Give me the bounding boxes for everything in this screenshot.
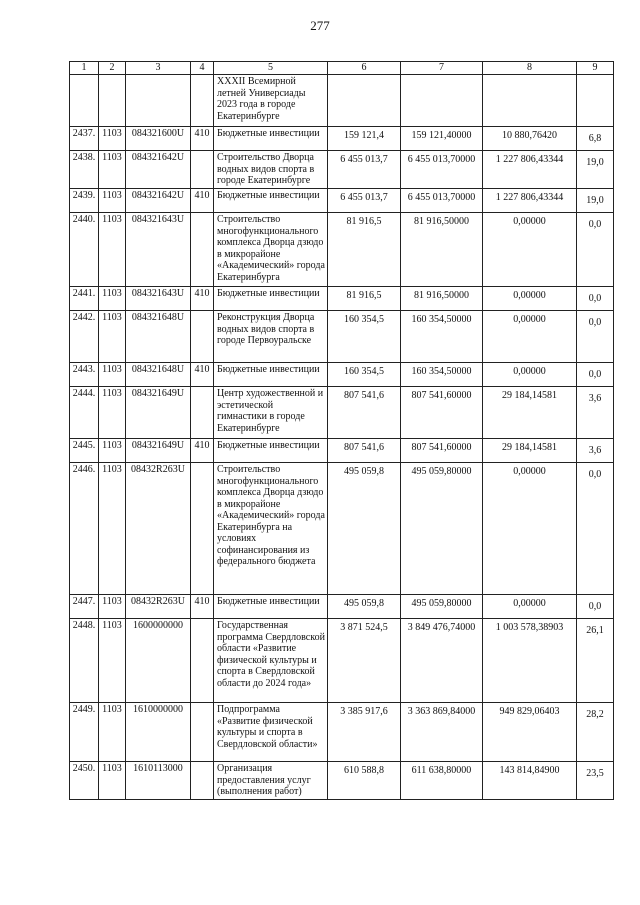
target-code: 084321600U: [126, 127, 191, 151]
approved-amount: [328, 75, 401, 127]
execution-percent: [577, 75, 614, 127]
header-row: [70, 62, 614, 75]
approved-amount: 807 541,6: [328, 439, 401, 463]
expense-type: [191, 151, 214, 189]
executed-amount: 0,00000: [483, 287, 577, 311]
item-name: Бюджетные инвестиции: [214, 127, 328, 151]
page-number: 277: [310, 18, 330, 33]
approved-amount: 81 916,5: [328, 287, 401, 311]
target-code: 1610113000: [126, 762, 191, 800]
section-code: 1103: [99, 287, 126, 311]
executed-amount: 29 184,14581: [483, 439, 577, 463]
executed-amount: 0,00000: [483, 463, 577, 595]
section-code: 1103: [99, 463, 126, 595]
expense-type: 410: [191, 439, 214, 463]
row-number: 2440.: [70, 213, 99, 287]
row-number: 2437.: [70, 127, 99, 151]
approved-amount: 81 916,5: [328, 213, 401, 287]
column-header: 9: [577, 62, 614, 75]
adjusted-amount: 81 916,50000: [401, 213, 483, 287]
adjusted-amount: 495 059,80000: [401, 463, 483, 595]
expense-type: [191, 387, 214, 439]
item-name: Строительство многофункционального комплекса Дворца дзюдо в микрорайоне «Академический» города Екатеринбурга: [214, 213, 328, 287]
target-code: 08432R263U: [126, 463, 191, 595]
execution-percent: 0,0: [577, 287, 614, 311]
approved-amount: 495 059,8: [328, 463, 401, 595]
row-number: 2445.: [70, 439, 99, 463]
approved-amount: 3 385 917,6: [328, 703, 401, 762]
executed-amount: 29 184,14581: [483, 387, 577, 439]
row-number: 2439.: [70, 189, 99, 213]
execution-percent: 0,0: [577, 595, 614, 619]
executed-amount: 0,00000: [483, 311, 577, 363]
section-code: 1103: [99, 595, 126, 619]
executed-amount: 1 003 578,38903: [483, 619, 577, 703]
item-name: Государственная программа Свердловской области «Развитие физической культуры и спорта в Свердловской области до 2024 года»: [214, 619, 328, 703]
target-code: 08432R263U: [126, 595, 191, 619]
execution-percent: 3,6: [577, 387, 614, 439]
approved-amount: 159 121,4: [328, 127, 401, 151]
executed-amount: 0,00000: [483, 213, 577, 287]
section-code: 1103: [99, 762, 126, 800]
expense-type: [191, 75, 214, 127]
approved-amount: 495 059,8: [328, 595, 401, 619]
row-number: 2441.: [70, 287, 99, 311]
executed-amount: [483, 75, 577, 127]
executed-amount: 1 227 806,43344: [483, 151, 577, 189]
expense-type: [191, 762, 214, 800]
table-row: [70, 311, 614, 363]
expense-type: 410: [191, 595, 214, 619]
section-code: 1103: [99, 703, 126, 762]
expense-type: [191, 213, 214, 287]
execution-percent: 19,0: [577, 189, 614, 213]
adjusted-amount: 3 363 869,84000: [401, 703, 483, 762]
item-name: Организация предоставления услуг (выполнения работ): [214, 762, 328, 800]
item-name: Строительство Дворца водных видов спорта в городе Екатеринбурге: [214, 151, 328, 189]
section-code: [99, 75, 126, 127]
adjusted-amount: 160 354,50000: [401, 311, 483, 363]
column-header: 8: [483, 62, 577, 75]
section-code: 1103: [99, 439, 126, 463]
adjusted-amount: 3 849 476,74000: [401, 619, 483, 703]
section-code: 1103: [99, 151, 126, 189]
adjusted-amount: 611 638,80000: [401, 762, 483, 800]
column-header: 2: [99, 62, 126, 75]
executed-amount: 1 227 806,43344: [483, 189, 577, 213]
section-code: 1103: [99, 619, 126, 703]
item-name: Бюджетные инвестиции: [214, 189, 328, 213]
adjusted-amount: 807 541,60000: [401, 387, 483, 439]
table-row: [70, 703, 614, 762]
executed-amount: 143 814,84900: [483, 762, 577, 800]
target-code: 084321649U: [126, 387, 191, 439]
execution-percent: 0,0: [577, 311, 614, 363]
execution-percent: 23,5: [577, 762, 614, 800]
execution-percent: 19,0: [577, 151, 614, 189]
target-code: [126, 75, 191, 127]
execution-percent: 0,0: [577, 463, 614, 595]
expense-type: [191, 463, 214, 595]
expense-type: 410: [191, 363, 214, 387]
table-row: [70, 189, 614, 213]
budget-table: [69, 61, 614, 800]
approved-amount: 807 541,6: [328, 387, 401, 439]
execution-percent: 6,8: [577, 127, 614, 151]
expense-type: 410: [191, 127, 214, 151]
adjusted-amount: 160 354,50000: [401, 363, 483, 387]
row-number: 2443.: [70, 363, 99, 387]
adjusted-amount: 159 121,40000: [401, 127, 483, 151]
table-row: [70, 762, 614, 800]
adjusted-amount: 807 541,60000: [401, 439, 483, 463]
adjusted-amount: 6 455 013,70000: [401, 189, 483, 213]
column-header: 6: [328, 62, 401, 75]
item-name: Подпрограмма «Развитие физической культуры и спорта в Свердловской области»: [214, 703, 328, 762]
column-header: 4: [191, 62, 214, 75]
target-code: 084321649U: [126, 439, 191, 463]
row-number: 2448.: [70, 619, 99, 703]
adjusted-amount: 81 916,50000: [401, 287, 483, 311]
item-name: Реконструкция Дворца водных видов спорта в городе Первоуральске: [214, 311, 328, 363]
executed-amount: 10 880,76420: [483, 127, 577, 151]
executed-amount: 949 829,06403: [483, 703, 577, 762]
adjusted-amount: 6 455 013,70000: [401, 151, 483, 189]
expense-type: [191, 311, 214, 363]
execution-percent: 0,0: [577, 213, 614, 287]
table-row: [70, 595, 614, 619]
approved-amount: 160 354,5: [328, 363, 401, 387]
approved-amount: 610 588,8: [328, 762, 401, 800]
row-number: 2438.: [70, 151, 99, 189]
row-number: 2449.: [70, 703, 99, 762]
table-row: [70, 213, 614, 287]
approved-amount: 6 455 013,7: [328, 189, 401, 213]
expense-type: 410: [191, 287, 214, 311]
row-number: 2447.: [70, 595, 99, 619]
item-name: Бюджетные инвестиции: [214, 363, 328, 387]
target-code: 084321648U: [126, 363, 191, 387]
execution-percent: 28,2: [577, 703, 614, 762]
target-code: 084321648U: [126, 311, 191, 363]
section-code: 1103: [99, 127, 126, 151]
column-header: 1: [70, 62, 99, 75]
row-number: 2450.: [70, 762, 99, 800]
approved-amount: 6 455 013,7: [328, 151, 401, 189]
table-row: [70, 619, 614, 703]
item-name: XXXII Всемирной летней Универсиады 2023 года в городе Екатеринбурге: [214, 75, 328, 127]
section-code: 1103: [99, 189, 126, 213]
column-header: 5: [214, 62, 328, 75]
executed-amount: 0,00000: [483, 595, 577, 619]
table-row: [70, 151, 614, 189]
table-row: [70, 363, 614, 387]
expense-type: 410: [191, 189, 214, 213]
target-code: 084321642U: [126, 189, 191, 213]
column-header: 7: [401, 62, 483, 75]
execution-percent: 0,0: [577, 363, 614, 387]
table-row: [70, 287, 614, 311]
section-code: 1103: [99, 363, 126, 387]
row-number: 2444.: [70, 387, 99, 439]
target-code: 084321642U: [126, 151, 191, 189]
item-name: Строительство многофункционального комплекса Дворца дзюдо в микрорайоне «Академический» города Екатеринбурга на условиях софинансирования из федерального бюджета: [214, 463, 328, 595]
table-row: [70, 387, 614, 439]
expense-type: [191, 619, 214, 703]
item-name: Центр художественной и эстетической гимнастики в городе Екатеринбурге: [214, 387, 328, 439]
item-name: Бюджетные инвестиции: [214, 595, 328, 619]
expense-type: [191, 703, 214, 762]
execution-percent: 26,1: [577, 619, 614, 703]
section-code: 1103: [99, 213, 126, 287]
executed-amount: 0,00000: [483, 363, 577, 387]
execution-percent: 3,6: [577, 439, 614, 463]
section-code: 1103: [99, 387, 126, 439]
row-number: [70, 75, 99, 127]
row-number: 2446.: [70, 463, 99, 595]
table-row: [70, 127, 614, 151]
target-code: 084321643U: [126, 287, 191, 311]
row-number: 2442.: [70, 311, 99, 363]
item-name: Бюджетные инвестиции: [214, 439, 328, 463]
item-name: Бюджетные инвестиции: [214, 287, 328, 311]
table-row: [70, 439, 614, 463]
target-code: 084321643U: [126, 213, 191, 287]
approved-amount: 160 354,5: [328, 311, 401, 363]
target-code: 1610000000: [126, 703, 191, 762]
target-code: 1600000000: [126, 619, 191, 703]
adjusted-amount: [401, 75, 483, 127]
column-header: 3: [126, 62, 191, 75]
adjusted-amount: 495 059,80000: [401, 595, 483, 619]
section-code: 1103: [99, 311, 126, 363]
table-row: [70, 75, 614, 127]
approved-amount: 3 871 524,5: [328, 619, 401, 703]
table-row: [70, 463, 614, 595]
